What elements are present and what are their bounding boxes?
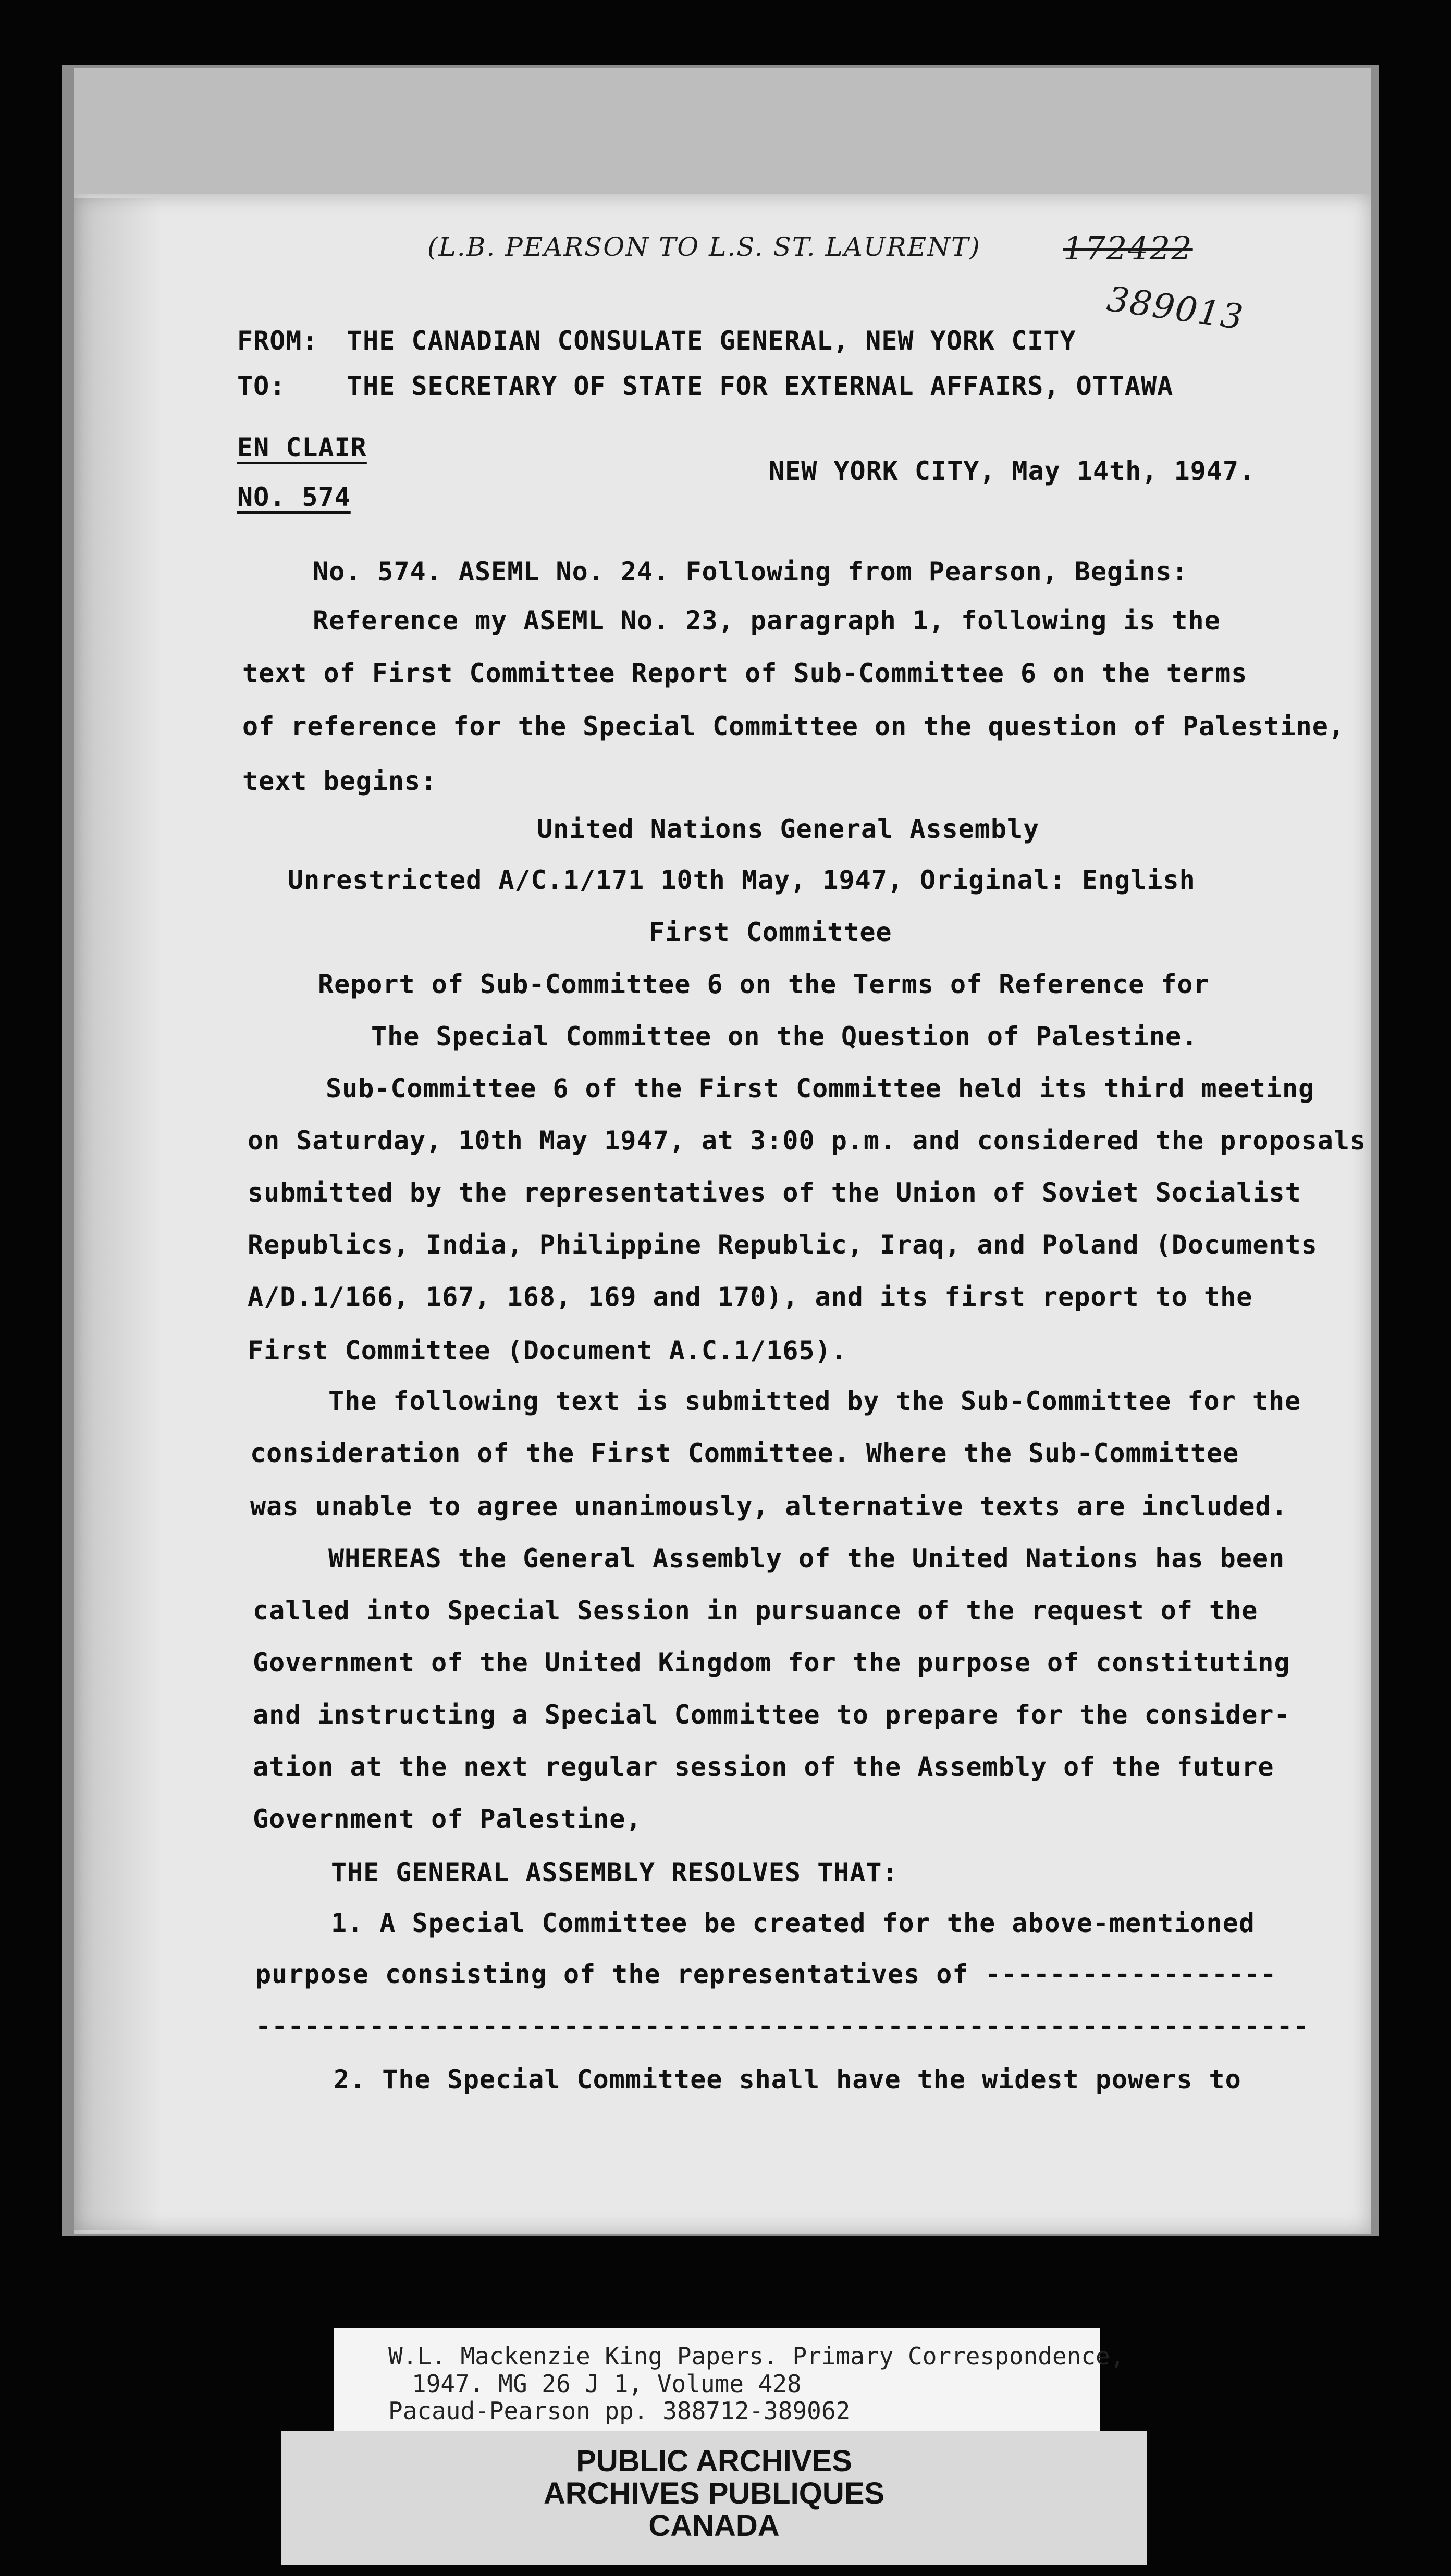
body-line-16: First Committee (Document A.C.1/165). xyxy=(248,1335,847,1366)
archive-stamp-line-2: ARCHIVES PUBLIQUES xyxy=(543,2476,885,2510)
transmission-mode: EN CLAIR xyxy=(237,432,367,463)
body-line-25: Government of Palestine, xyxy=(253,1804,642,1834)
handwritten-new-number: 389013 xyxy=(1104,279,1247,338)
archive-label-line-2: 1947. MG 26 J 1, Volume 428 xyxy=(412,2370,802,2398)
body-line-5: text begins: xyxy=(242,766,437,796)
archive-label-line-3: Pacaud-Pearson pp. 388712-389062 xyxy=(388,2397,851,2425)
body-line-23: and instructing a Special Committee to prepare for the consider- xyxy=(253,1700,1290,1730)
body-line-21: called into Special Session in pursuance of the request of the xyxy=(253,1595,1258,1626)
body-line-20: WHEREAS the General Assembly of the United Nations has been xyxy=(328,1543,1285,1574)
body-line-13: submitted by the representatives of the Union of Soviet Socialist xyxy=(248,1178,1301,1208)
body-line-18: consideration of the First Committee. Where the Sub-Committee xyxy=(250,1438,1239,1468)
page-top-strip xyxy=(74,68,1371,195)
body-line-27: 1. A Special Committee be created for the above-mentioned xyxy=(331,1908,1255,1938)
body-line-26: THE GENERAL ASSEMBLY RESOLVES THAT: xyxy=(331,1857,899,1888)
body-line-11: Sub-Committee 6 of the First Committee held its third meeting xyxy=(326,1073,1315,1104)
to-label: TO: xyxy=(237,371,286,401)
body-line-9: Report of Sub-Committee 6 on the Terms of Reference for xyxy=(318,969,1210,999)
archive-stamp-line-1: PUBLIC ARCHIVES xyxy=(576,2444,852,2478)
body-line-15: A/D.1/166, 167, 168, 169 and 170), and its first report to the xyxy=(248,1282,1253,1312)
archive-stamp-line-3: CANADA xyxy=(648,2509,780,2543)
body-line-24: ation at the next regular session of the Assembly of the future xyxy=(253,1752,1274,1782)
handwritten-old-number: 172422 xyxy=(1063,229,1193,267)
body-line-17: The following text is submitted by the Sub-Committee for the xyxy=(328,1386,1301,1416)
body-line-6: United Nations General Assembly xyxy=(537,814,1040,844)
handwritten-header-note: (L.B. PEARSON TO L.S. ST. LAURENT) xyxy=(427,232,981,262)
body-line-22: Government of the United Kingdom for the purpose of constituting xyxy=(253,1648,1290,1678)
archive-label-line-1: W.L. Mackenzie King Papers. Primary Correspondence, xyxy=(388,2342,1125,2370)
body-line-12: on Saturday, 10th May 1947, at 3:00 p.m. and considered the proposals xyxy=(248,1125,1367,1156)
body-line-4: of reference for the Special Committee on the question of Palestine, xyxy=(242,711,1345,741)
body-line-30: 2. The Special Committee shall have the widest powers to xyxy=(334,2064,1241,2095)
body-line-28: purpose consisting of the representatives of ------------------ xyxy=(255,1959,1277,1989)
body-line-2: Reference my ASEML No. 23, paragraph 1, following is the xyxy=(313,605,1221,636)
body-line-3: text of First Committee Report of Sub-Committee 6 on the terms xyxy=(242,658,1248,688)
body-line-29: ----------------------------------------------------------------- xyxy=(255,2011,1309,2041)
body-line-8: First Committee xyxy=(649,917,892,947)
page-shadow xyxy=(74,198,163,2230)
body-line-10: The Special Committee on the Question of Palestine. xyxy=(371,1021,1198,1051)
body-line-14: Republics, India, Philippine Republic, Iraq, and Poland (Documents xyxy=(248,1230,1318,1260)
body-line-7: Unrestricted A/C.1/171 10th May, 1947, Original: English xyxy=(288,865,1196,895)
message-number: NO. 574 xyxy=(237,482,351,512)
body-line-19: was unable to agree unanimously, alternative texts are included. xyxy=(250,1491,1288,1521)
from-label: FROM: xyxy=(237,326,318,356)
body-line-1: No. 574. ASEML No. 24. Following from Pearson, Begins: xyxy=(313,556,1188,587)
to-value: THE SECRETARY OF STATE FOR EXTERNAL AFFAIRS, OTTAWA xyxy=(347,371,1174,401)
place-date: NEW YORK CITY, May 14th, 1947. xyxy=(769,456,1256,486)
from-value: THE CANADIAN CONSULATE GENERAL, NEW YORK CITY xyxy=(347,326,1076,356)
